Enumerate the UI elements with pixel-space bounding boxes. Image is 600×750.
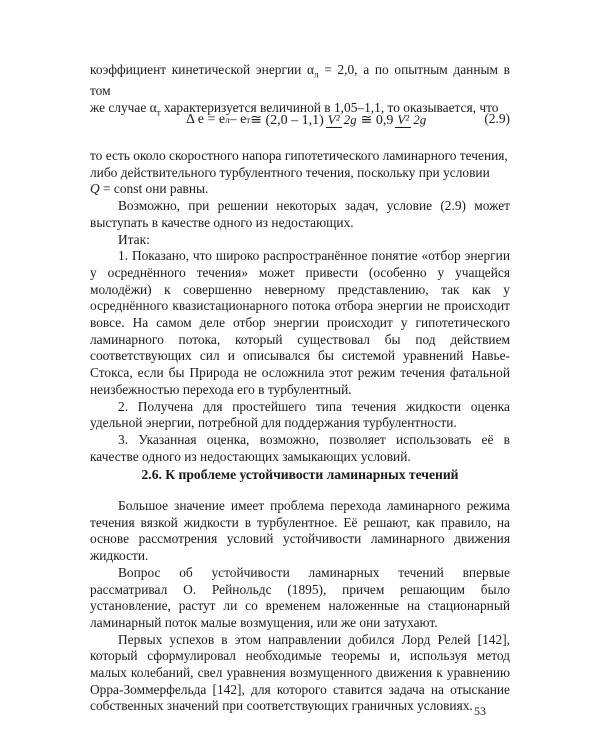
text-line: же случае $\alpha_т$ характеризуется величиной в 1,05–1,1, то оказывается, что — [90, 100, 499, 118]
paragraph: Итак: — [118, 231, 150, 247]
paragraph: 2. Получена для простейшего типа течения жидкости оценка удельной энергии, потребной для поддержания турбулентности. — [90, 398, 510, 431]
paragraph: 3. Указанная оценка, возможно, позволяет использовать её в качестве одного из недостающих замыкающих условий. — [90, 431, 510, 464]
paragraph: Большое значение имеет проблема перехода ламинарного режима течения вязкой жидкости в турбулентное. Её решают, как правило, на основе рассмотрения условий устойчивости ламинарного движения жидкости. — [90, 498, 510, 564]
text-line: либо действительного турбулентного течения, поскольку при условии — [90, 164, 490, 180]
equation-2-9: Δ e = e л – e т ≅ (2,0 – 1,1) V² 2g ≅ 0,9 V² 2g (2.9) — [186, 111, 510, 128]
paragraph: Вопрос об устойчивости ламинарных течений впервые рассматривал О. Рейнольдс (1895), причем решающим было установление, растут ли со временем наложенные на стационарный ламинарный поток малые возмущения, или же они затухают. — [90, 564, 510, 630]
section-title: 2.6. К проблеме устойчивости ламинарных течений — [141, 467, 459, 482]
text-line: Q = const они равны. — [90, 181, 209, 197]
page-number: 53 — [474, 704, 486, 718]
paragraph: 1. Показано, что широко распространённое понятие «отбор энергии у осреднённого течения» может привести (особенно у учащейся молодёжи) к совершенно неверному представлению, так как у осреднённого квазистационарного потока отбора энергии не происходит вовсе. На самом деле отбор энергии происходит у гипотетического ламинарного потока, который существовал бы под действием соответствующих сил и описывался бы системой уравнений Навье-Стокса, если бы Природа не осложнила этот режим течения фатальной неизбежностью перехода его в турбулентный. — [90, 248, 510, 397]
equation-number: (2.9) — [484, 111, 510, 126]
paragraph: Первых успехов в этом направлении добился Лорд Релей [142], который сформулировал необходимые теоремы и, используя метод малых колебаний, свел уравнения возмущенного движения к уравнению Орра-Зоммерфельда [142], для которого ставится задача на отыскание собственных значений при соответствующих граничных условиях. — [90, 631, 510, 714]
text-line: коэффициент кинетической энергии $\alpha_л = 2,0$, а по опытным данным в том — [90, 62, 511, 99]
section-2-6 — [90, 466, 510, 715]
main-text-block — [90, 148, 510, 465]
paragraph: Возможно, при решении некоторых задач, условие (2.9) может выступать в качестве одного из недостающих. — [90, 198, 510, 230]
text-line: то есть около скоростного напора гипотетического ламинарного течения, — [90, 148, 508, 163]
